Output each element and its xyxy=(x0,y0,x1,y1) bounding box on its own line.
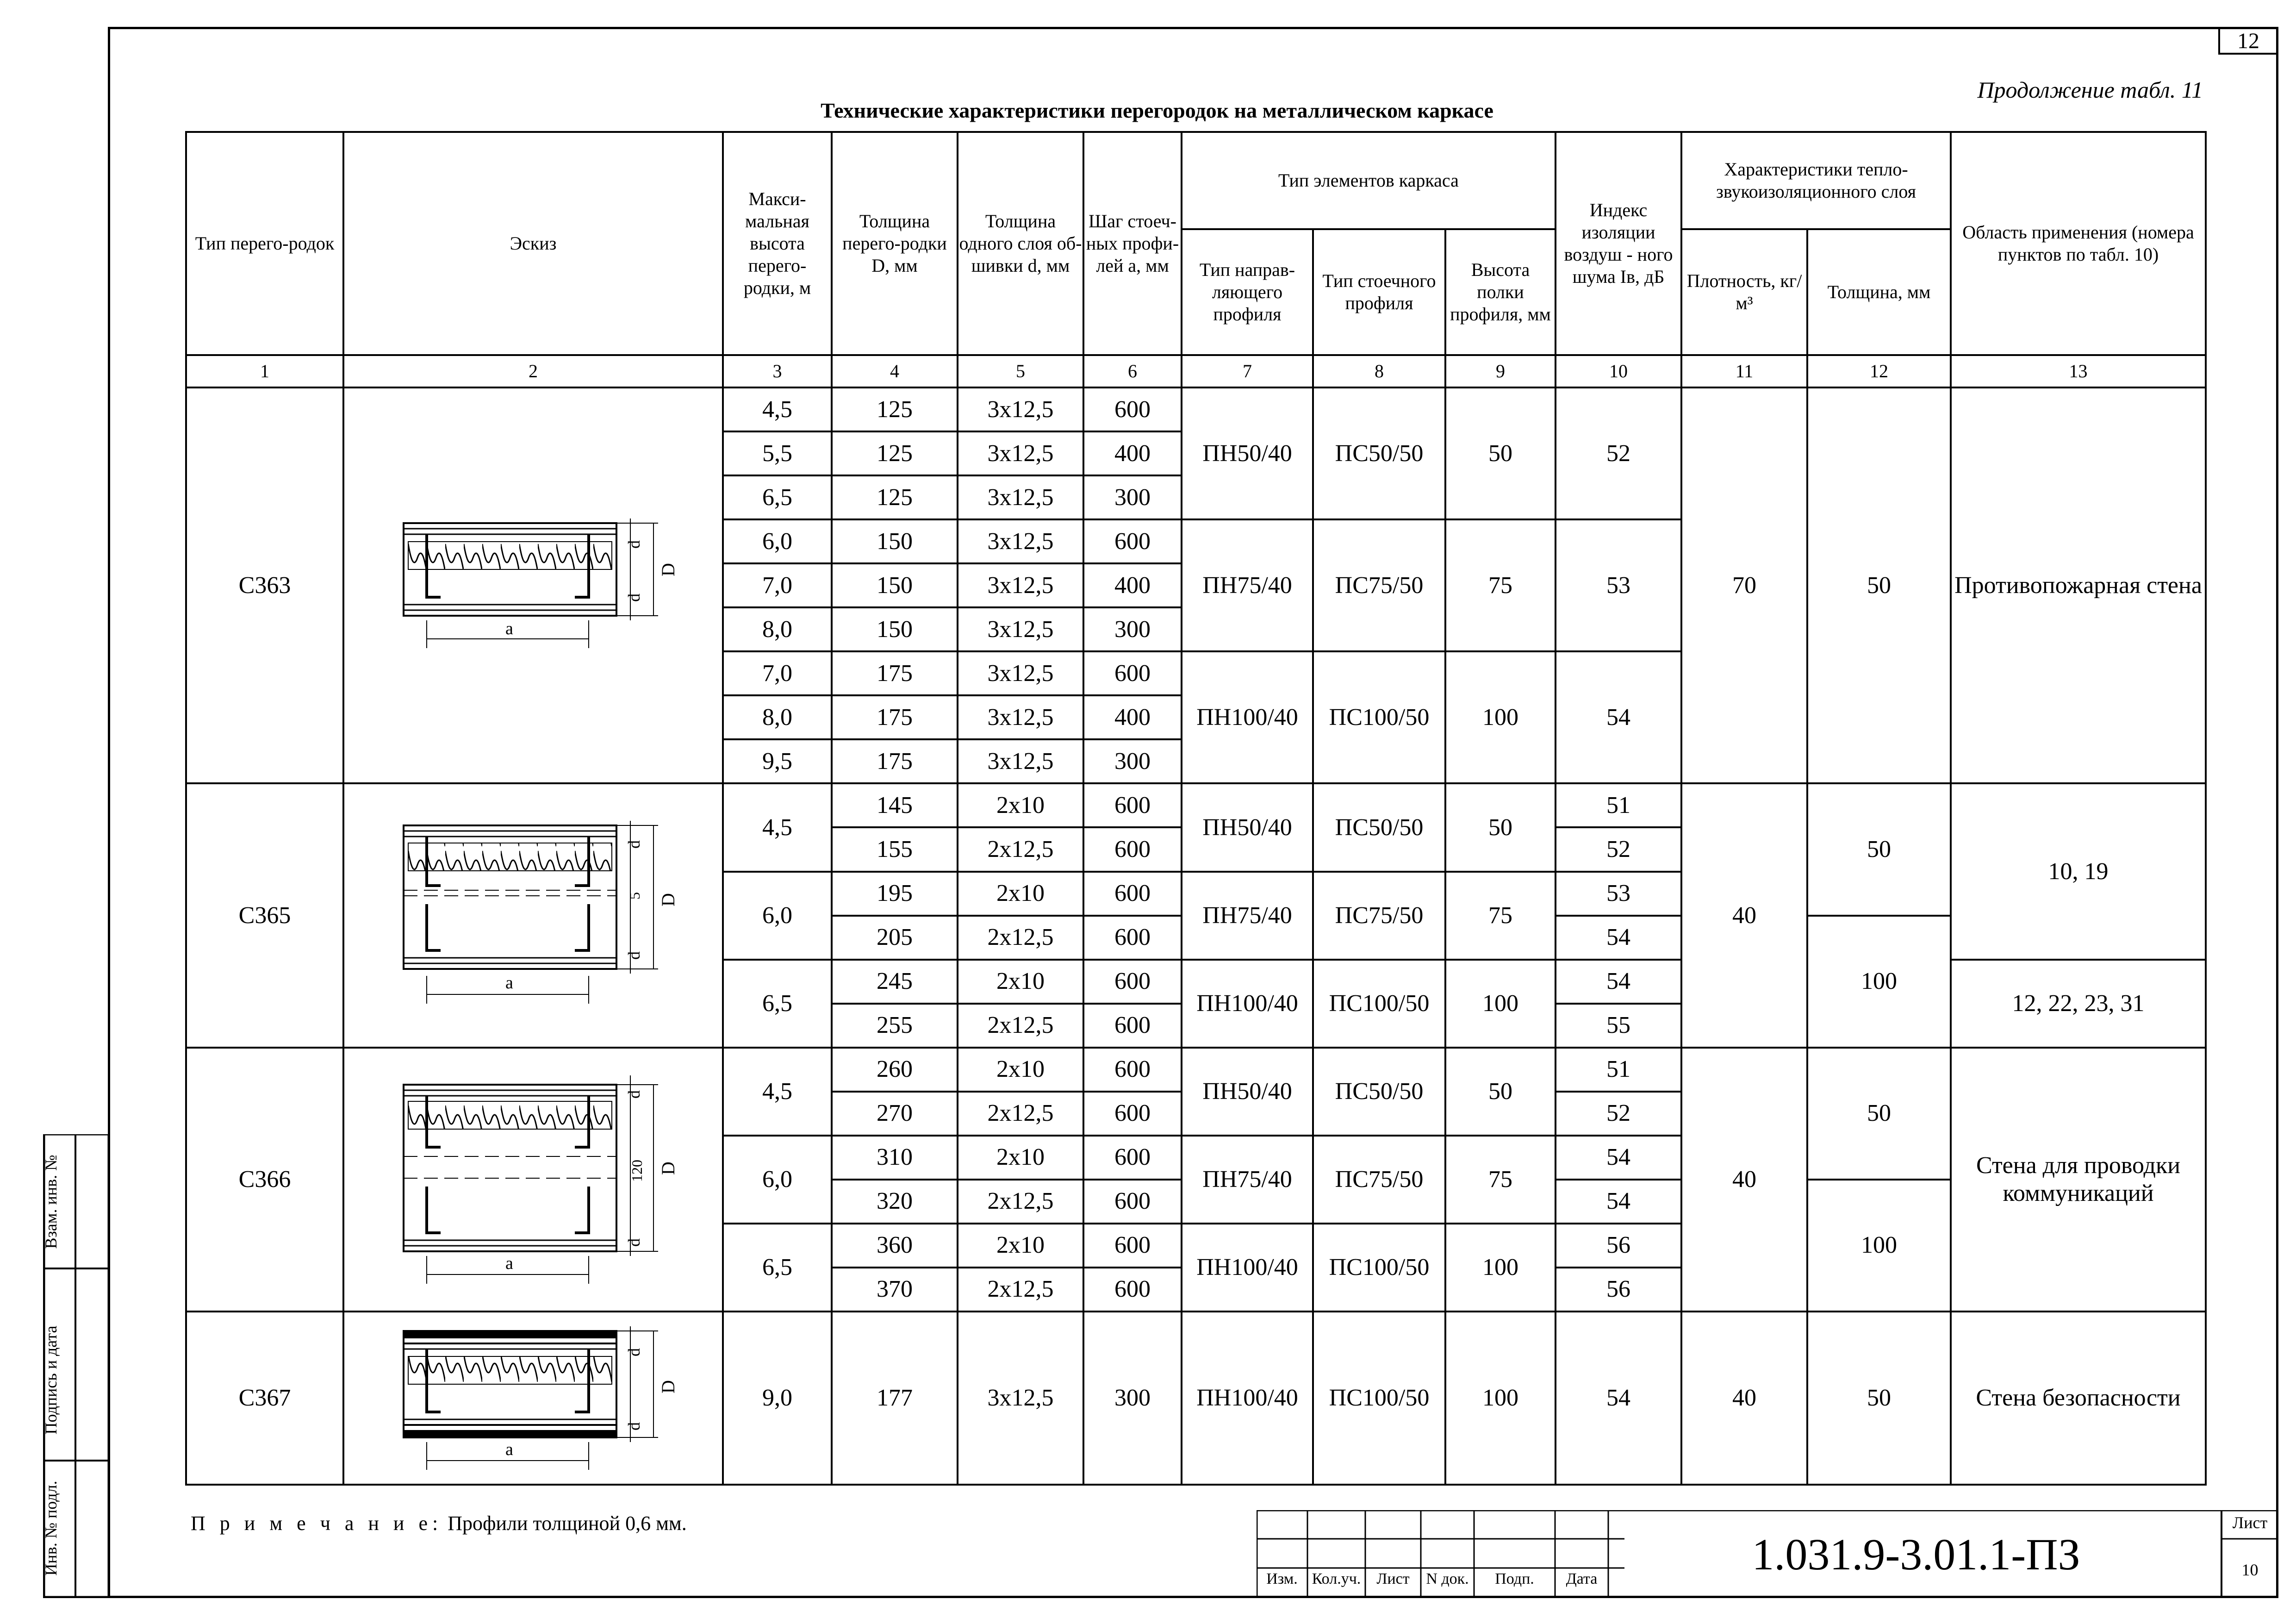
table-title: Технические характеристики перегородок на металлическом каркасе xyxy=(821,99,1493,122)
cell-D: 175 xyxy=(832,695,958,739)
sketch-label-D: D xyxy=(658,893,678,906)
cell-density: 40 xyxy=(1681,1048,1807,1312)
sheet-number: 10 xyxy=(2241,1561,2259,1579)
stamp-col-date: Дата xyxy=(1566,1570,1598,1587)
header-guide: Тип направ-ляющего профиля xyxy=(1182,229,1313,355)
header-flange: Высота полки профиля, мм xyxy=(1445,229,1556,355)
cell-guide: ПН50/40 xyxy=(1182,1048,1313,1136)
col-number: 1 xyxy=(186,355,343,387)
cell-index: 53 xyxy=(1556,519,1681,651)
cell-height: 4,5 xyxy=(723,1048,832,1136)
sketch-label-d: d xyxy=(625,593,643,602)
col-number: 8 xyxy=(1313,355,1445,387)
cell-height: 4,5 xyxy=(723,783,832,871)
cell-D: 195 xyxy=(832,872,958,916)
sketch-c366-drawing xyxy=(371,1071,695,1288)
header-stud: Тип стоечного профиля xyxy=(1313,229,1445,355)
cell-index: 54 xyxy=(1556,960,1681,1004)
cell-density: 40 xyxy=(1681,783,1807,1047)
cell-flange: 75 xyxy=(1445,519,1556,651)
cell-insulation-thickness: 50 xyxy=(1807,1312,1951,1485)
cell-stud: ПС100/50 xyxy=(1313,651,1445,783)
cell-index: 56 xyxy=(1556,1268,1681,1312)
cell-a: 600 xyxy=(1083,1048,1182,1092)
header-area: Область применения (номера пунктов по табл. 10) xyxy=(1951,132,2206,355)
cell-height: 6,5 xyxy=(723,475,832,519)
header-insulation-group: Характеристики тепло-звукоизоляционного слоя xyxy=(1681,132,1951,229)
cell-a: 600 xyxy=(1083,1268,1182,1312)
col-number: 9 xyxy=(1445,355,1556,387)
cell-index: 52 xyxy=(1556,827,1681,871)
cell-d: 3x12,5 xyxy=(958,1312,1083,1485)
cell-index: 54 xyxy=(1556,1136,1681,1180)
cell-stud: ПС75/50 xyxy=(1313,1136,1445,1224)
sketch-label-d: d xyxy=(625,1422,643,1430)
cell-index: 54 xyxy=(1556,651,1681,783)
cell-flange: 75 xyxy=(1445,872,1556,960)
col-number: 4 xyxy=(832,355,958,387)
cell-index: 52 xyxy=(1556,387,1681,519)
cell-D: 320 xyxy=(832,1180,958,1224)
sketch-c367-drawing xyxy=(371,1319,695,1477)
cell-index: 55 xyxy=(1556,1004,1681,1048)
sketch-label-d: d xyxy=(625,1238,643,1247)
cell-d: 2x10 xyxy=(958,872,1083,916)
cell-a: 600 xyxy=(1083,651,1182,695)
sketch-label-a: a xyxy=(505,1253,513,1273)
cell-d: 2x10 xyxy=(958,1136,1083,1180)
cell-D: 150 xyxy=(832,607,958,651)
col-number: 6 xyxy=(1083,355,1182,387)
cell-flange: 50 xyxy=(1445,783,1556,871)
cell-D: 177 xyxy=(832,1312,958,1485)
cell-d: 2x12,5 xyxy=(958,827,1083,871)
cell-d: 2x12,5 xyxy=(958,1180,1083,1224)
cell-d: 3x12,5 xyxy=(958,387,1083,431)
cell-a: 600 xyxy=(1083,1180,1182,1224)
cell-height: 4,5 xyxy=(723,387,832,431)
cell-a: 300 xyxy=(1083,1312,1182,1485)
cell-D: 260 xyxy=(832,1048,958,1092)
cell-insulation-thickness: 100 xyxy=(1807,916,1951,1048)
cell-guide: ПН100/40 xyxy=(1182,1312,1313,1485)
cell-index: 56 xyxy=(1556,1224,1681,1268)
col-number: 12 xyxy=(1807,355,1951,387)
cell-d: 2x12,5 xyxy=(958,916,1083,960)
side-label-sign-date: Подпись и дата xyxy=(42,1325,60,1435)
cell-guide: ПН50/40 xyxy=(1182,783,1313,871)
cell-index: 52 xyxy=(1556,1092,1681,1136)
sketch-label-gap: 120 xyxy=(628,1159,645,1182)
cell-height: 7,0 xyxy=(723,651,832,695)
page-number-box xyxy=(2218,27,2278,55)
cell-guide: ПН100/40 xyxy=(1182,651,1313,783)
side-label-inv-orig: Инв. № подл. xyxy=(42,1480,60,1576)
cell-a: 300 xyxy=(1083,607,1182,651)
type-c365: С365 xyxy=(186,783,343,1047)
cell-D: 145 xyxy=(832,783,958,827)
cell-flange: 75 xyxy=(1445,1136,1556,1224)
cell-d: 2x12,5 xyxy=(958,1092,1083,1136)
document-code: 1.031.9-3.01.1-ПЗ xyxy=(1752,1529,2080,1579)
note xyxy=(191,1512,687,1535)
sketch-c367 xyxy=(343,1312,723,1485)
sketch-label-d: d xyxy=(625,540,643,549)
cell-flange: 100 xyxy=(1445,651,1556,783)
cell-stud: ПС75/50 xyxy=(1313,519,1445,651)
cell-flange: 50 xyxy=(1445,387,1556,519)
header-step-a: Шаг стоеч-ных профи-лей a, мм xyxy=(1083,132,1182,355)
col-number: 7 xyxy=(1182,355,1313,387)
cell-area: Противопожарная стена xyxy=(1951,387,2206,783)
page-number: 12 xyxy=(2237,28,2259,53)
cell-stud: ПС100/50 xyxy=(1313,1312,1445,1485)
header-density: Плотность, кг/м³ xyxy=(1681,229,1807,355)
cell-a: 300 xyxy=(1083,739,1182,783)
cell-a: 300 xyxy=(1083,475,1182,519)
type-c363: С363 xyxy=(186,387,343,783)
stamp-col-change: Изм. xyxy=(1266,1570,1298,1587)
sketch-label-d: d xyxy=(625,1348,643,1356)
col-number: 5 xyxy=(958,355,1083,387)
sketch-label-D: D xyxy=(658,1380,678,1393)
cell-D: 125 xyxy=(832,475,958,519)
col-number: 2 xyxy=(343,355,723,387)
header-max-height: Макси-мальная высота перего-родки, м xyxy=(723,132,832,355)
header-index: Индекс изоляции воздуш - ного шума Iв, дБ xyxy=(1556,132,1681,355)
header-thickness-D: Толщина перего-родки D, мм xyxy=(832,132,958,355)
cell-flange: 100 xyxy=(1445,960,1556,1048)
cell-a: 600 xyxy=(1083,1092,1182,1136)
cell-d: 2x10 xyxy=(958,1048,1083,1092)
col-number: 10 xyxy=(1556,355,1681,387)
col-number: 3 xyxy=(723,355,832,387)
cell-d: 3x12,5 xyxy=(958,563,1083,607)
cell-index: 54 xyxy=(1556,1312,1681,1485)
cell-D: 150 xyxy=(832,519,958,563)
cell-D: 150 xyxy=(832,563,958,607)
cell-insulation-thickness: 50 xyxy=(1807,387,1951,783)
header-insulation-thickness: Толщина, мм xyxy=(1807,229,1951,355)
sketch-c363 xyxy=(343,387,723,783)
sketch-c365-drawing xyxy=(371,816,695,1015)
header-layer-d: Толщина одного слоя об-шивки d, мм xyxy=(958,132,1083,355)
cell-height: 7,0 xyxy=(723,563,832,607)
type-c367: С367 xyxy=(186,1312,343,1485)
cell-d: 2x12,5 xyxy=(958,1268,1083,1312)
header-sketch: Эскиз xyxy=(343,132,723,355)
cell-guide: ПН75/40 xyxy=(1182,872,1313,960)
cell-d: 2x10 xyxy=(958,1224,1083,1268)
cell-guide: ПН75/40 xyxy=(1182,1136,1313,1224)
cell-guide: ПН100/40 xyxy=(1182,960,1313,1048)
sketch-c366 xyxy=(343,1048,723,1312)
sketch-label-D: D xyxy=(658,562,678,576)
cell-guide: ПН100/40 xyxy=(1182,1224,1313,1312)
stamp-col-doc: N док. xyxy=(1426,1570,1469,1587)
stamp-col-quantity: Кол.уч. xyxy=(1312,1570,1361,1587)
stamp-col-sheet: Лист xyxy=(1376,1570,1410,1587)
cell-index: 54 xyxy=(1556,916,1681,960)
sketch-label-a: a xyxy=(505,1439,513,1459)
cell-d: 3x12,5 xyxy=(958,651,1083,695)
cell-insulation-thickness: 50 xyxy=(1807,783,1951,915)
note-text: Профили толщиной 0,6 мм. xyxy=(442,1512,687,1535)
cell-d: 3x12,5 xyxy=(958,431,1083,475)
cell-flange: 100 xyxy=(1445,1224,1556,1312)
cell-D: 205 xyxy=(832,916,958,960)
cell-stud: ПС50/50 xyxy=(1313,783,1445,871)
cell-height: 9,5 xyxy=(723,739,832,783)
cell-index: 51 xyxy=(1556,1048,1681,1092)
cell-height: 6,5 xyxy=(723,1224,832,1312)
col-number: 13 xyxy=(1951,355,2206,387)
cell-area: 10, 19 xyxy=(1951,783,2206,959)
cell-D: 175 xyxy=(832,739,958,783)
cell-d: 3x12,5 xyxy=(958,607,1083,651)
stamp-col-signature: Подп. xyxy=(1495,1570,1534,1587)
sheet-label: Лист xyxy=(2232,1513,2268,1532)
cell-a: 400 xyxy=(1083,695,1182,739)
cell-density: 70 xyxy=(1681,387,1807,783)
cell-flange: 50 xyxy=(1445,1048,1556,1136)
cell-D: 125 xyxy=(832,387,958,431)
cell-area: Стена безопасности xyxy=(1951,1312,2206,1485)
note-label: П р и м е ч а н и е: xyxy=(191,1512,443,1535)
cell-a: 600 xyxy=(1083,960,1182,1004)
table-continuation: Продолжение табл. 11 xyxy=(1977,77,2203,103)
side-label-inv-sub: Взам. инв. № xyxy=(42,1155,60,1249)
sketch-label-d: d xyxy=(625,1090,643,1099)
cell-area: Стена для проводки коммуникаций xyxy=(1951,1048,2206,1312)
cell-index: 53 xyxy=(1556,872,1681,916)
cell-stud: ПС100/50 xyxy=(1313,960,1445,1048)
cell-stud: ПС100/50 xyxy=(1313,1224,1445,1312)
cell-height: 8,0 xyxy=(723,695,832,739)
cell-d: 3x12,5 xyxy=(958,695,1083,739)
cell-a: 600 xyxy=(1083,1224,1182,1268)
cell-d: 2x12,5 xyxy=(958,1004,1083,1048)
cell-stud: ПС50/50 xyxy=(1313,1048,1445,1136)
cell-a: 600 xyxy=(1083,1004,1182,1048)
cell-d: 3x12,5 xyxy=(958,519,1083,563)
cell-guide: ПН75/40 xyxy=(1182,519,1313,651)
cell-stud: ПС50/50 xyxy=(1313,387,1445,519)
cell-index: 51 xyxy=(1556,783,1681,827)
cell-a: 400 xyxy=(1083,431,1182,475)
cell-D: 155 xyxy=(832,827,958,871)
cell-guide: ПН50/40 xyxy=(1182,387,1313,519)
header-type: Тип перего-родок xyxy=(186,132,343,355)
cell-D: 175 xyxy=(832,651,958,695)
cell-insulation-thickness: 100 xyxy=(1807,1180,1951,1312)
cell-index: 54 xyxy=(1556,1180,1681,1224)
cell-height: 6,5 xyxy=(723,960,832,1048)
cell-a: 600 xyxy=(1083,1136,1182,1180)
sketch-label-D: D xyxy=(658,1161,678,1175)
cell-height: 5,5 xyxy=(723,431,832,475)
sketch-c365 xyxy=(343,783,723,1047)
sketch-label-d: d xyxy=(625,840,643,849)
cell-a: 600 xyxy=(1083,827,1182,871)
sketch-label-d: d xyxy=(625,951,643,960)
cell-D: 255 xyxy=(832,1004,958,1048)
characteristics-table xyxy=(185,131,2207,1486)
cell-D: 270 xyxy=(832,1092,958,1136)
cell-D: 245 xyxy=(832,960,958,1004)
cell-d: 3x12,5 xyxy=(958,475,1083,519)
cell-height: 9,0 xyxy=(723,1312,832,1485)
cell-flange: 100 xyxy=(1445,1312,1556,1485)
sketch-label-a: a xyxy=(505,618,513,638)
cell-height: 6,0 xyxy=(723,1136,832,1224)
cell-stud: ПС75/50 xyxy=(1313,872,1445,960)
cell-a: 400 xyxy=(1083,563,1182,607)
cell-height: 6,0 xyxy=(723,872,832,960)
cell-d: 2x10 xyxy=(958,960,1083,1004)
type-c366: С366 xyxy=(186,1048,343,1312)
sketch-label-gap: 5 xyxy=(626,892,643,899)
cell-insulation-thickness: 50 xyxy=(1807,1048,1951,1180)
cell-a: 600 xyxy=(1083,519,1182,563)
cell-a: 600 xyxy=(1083,783,1182,827)
cell-D: 360 xyxy=(832,1224,958,1268)
col-number: 11 xyxy=(1681,355,1807,387)
cell-D: 125 xyxy=(832,431,958,475)
cell-d: 2x10 xyxy=(958,783,1083,827)
sketch-c363-drawing xyxy=(371,509,695,662)
cell-d: 3x12,5 xyxy=(958,739,1083,783)
cell-D: 370 xyxy=(832,1268,958,1312)
cell-a: 600 xyxy=(1083,916,1182,960)
cell-density: 40 xyxy=(1681,1312,1807,1485)
sketch-label-a: a xyxy=(505,973,513,993)
cell-a: 600 xyxy=(1083,387,1182,431)
cell-height: 6,0 xyxy=(723,519,832,563)
cell-D: 310 xyxy=(832,1136,958,1180)
cell-a: 600 xyxy=(1083,872,1182,916)
cell-height: 8,0 xyxy=(723,607,832,651)
header-frame-group: Тип элементов каркаса xyxy=(1182,132,1556,229)
cell-area: 12, 22, 23, 31 xyxy=(1951,960,2206,1048)
